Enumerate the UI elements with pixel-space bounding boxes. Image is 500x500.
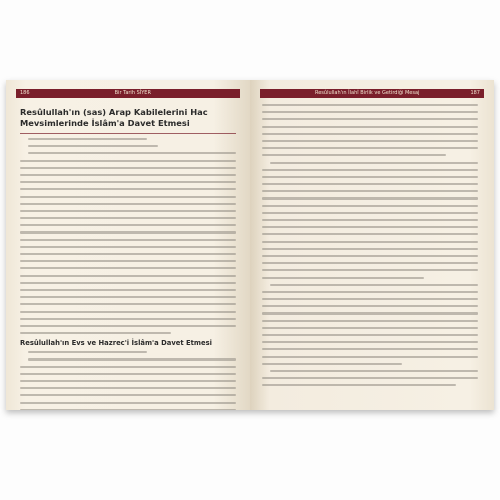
left-text-block-1 (20, 138, 236, 334)
left-page (6, 80, 250, 410)
right-page (250, 80, 494, 410)
left-text-block-2 (20, 351, 236, 410)
left-page-header (16, 89, 240, 98)
left-page-number: 186 (20, 90, 30, 96)
right-page-body (262, 104, 478, 402)
right-page-header (260, 89, 484, 98)
main-heading: Resûlullah'ın (sas) Arap Kabilelerini Hac Mevsimlerinde İslâm'a Davet Etmesi (20, 107, 208, 128)
heading-rule (20, 133, 236, 134)
open-book (6, 80, 494, 410)
right-text-block (262, 104, 478, 386)
left-header-title: Bir Tarih SİYER (114, 90, 151, 96)
right-header-title: Resûlullah'ın İlahî Birlik ve Getirdiği Mesaj (314, 90, 420, 96)
right-page-number: 187 (470, 90, 480, 96)
sub-heading: Resûlullah'ın Evs ve Hazrec'i İslâm'a Davet Etmesi (20, 339, 212, 348)
left-page-body (20, 104, 236, 402)
